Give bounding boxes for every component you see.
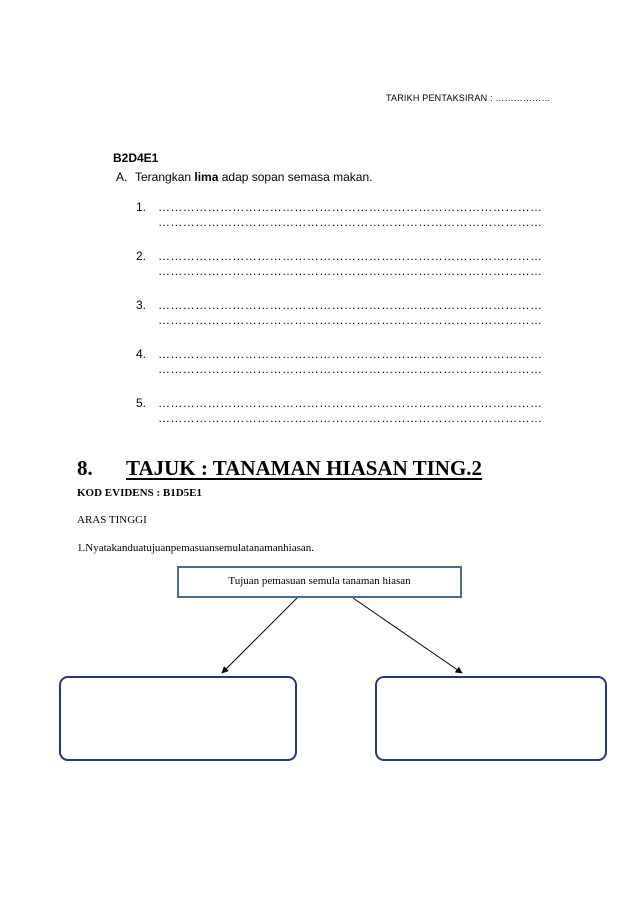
assessment-date-label: TARIKH PENTAKSIRAN : ……………… (386, 93, 551, 103)
arrow-left (222, 598, 297, 673)
answer-line[interactable]: ………………………………………………………………………………… (158, 347, 543, 361)
answer-box-left[interactable] (59, 676, 297, 761)
answer-line[interactable]: ………………………………………………………………………………… (158, 264, 543, 278)
answer-number: 2. (136, 249, 147, 263)
answer-line[interactable]: ………………………………………………………………………………… (158, 396, 543, 410)
answer-box-right[interactable] (375, 676, 607, 761)
arrow-right (353, 598, 462, 673)
answer-line[interactable]: ………………………………………………………………………………… (158, 313, 543, 327)
question-a-text-end: adap sopan semasa makan. (218, 170, 373, 184)
question-1: 1.Nyatakanduatujuanpemasuansemulatanamanhiasan. (77, 542, 315, 554)
answer-number: 5. (136, 396, 147, 410)
answer-line[interactable]: ………………………………………………………………………………… (158, 411, 543, 425)
answer-line[interactable]: ………………………………………………………………………………… (158, 215, 543, 229)
answer-line[interactable]: ………………………………………………………………………………… (158, 298, 543, 312)
answer-number: 3. (136, 298, 147, 312)
question-a-text-start: Terangkan (135, 170, 195, 184)
answer-line[interactable]: ………………………………………………………………………………… (158, 249, 543, 263)
purpose-box: Tujuan pemasuan semula tanaman hiasan (177, 566, 462, 598)
section-title-text: TAJUK : TANAMAN HIASAN TING.2 (126, 456, 483, 480)
section-number: 8. (77, 456, 93, 480)
question-a-bold-word: lima (194, 170, 219, 184)
evidence-code-b1d5e1: KOD EVIDENS : B1D5E1 (77, 487, 202, 499)
answer-line[interactable]: ………………………………………………………………………………… (158, 362, 543, 376)
answer-number: 4. (136, 347, 147, 361)
question-a-label: A. (116, 170, 128, 184)
answer-number: 1. (136, 200, 147, 214)
evidence-code-b2d4e1: B2D4E1 (113, 151, 159, 165)
level-label: ARAS TINGGI (77, 514, 147, 526)
answer-line[interactable]: ………………………………………………………………………………… (158, 200, 543, 214)
